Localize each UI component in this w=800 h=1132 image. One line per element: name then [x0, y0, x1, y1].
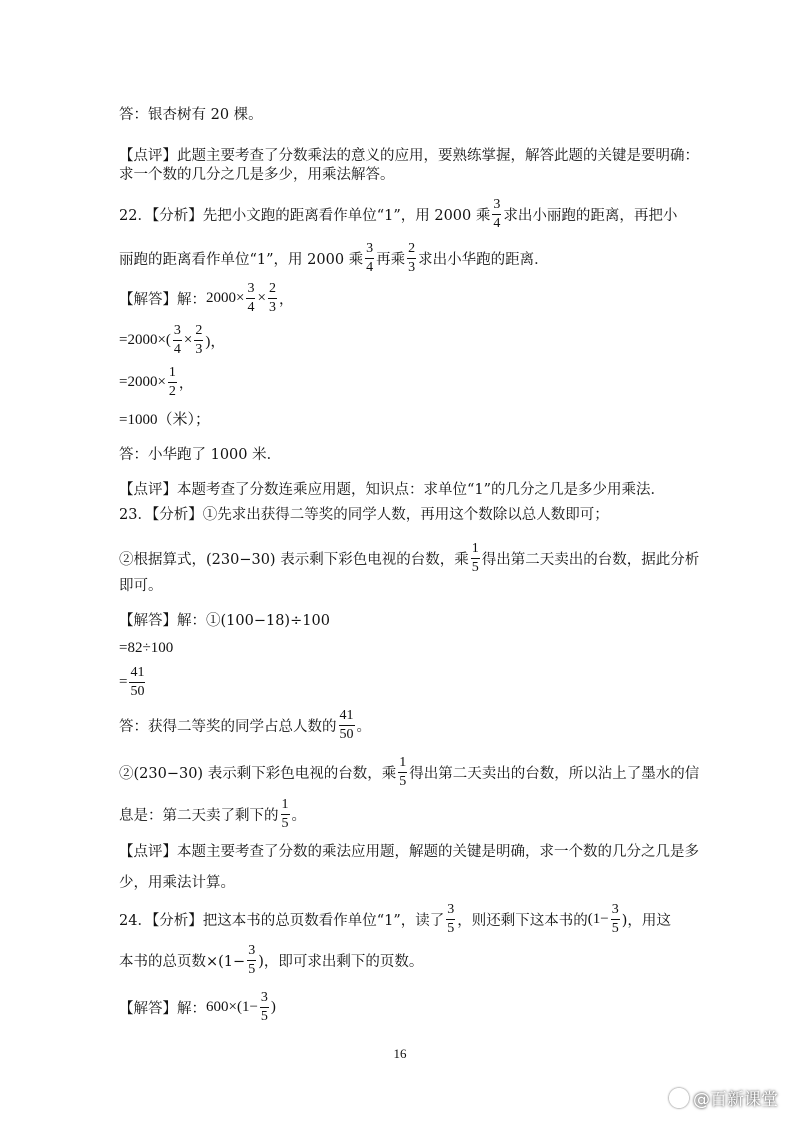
fraction: $\frac{3}{5}$ [611, 901, 619, 936]
answer-line: 答：银杏树有 20 棵。 [119, 106, 263, 123]
fraction: $\frac{41}{50}$ [130, 664, 145, 699]
q22-review: 【点评】本题考查了分数连乘应用题，知识点：求单位“1”的几分之几是多少用乘法． [119, 481, 666, 498]
q23-part2-line-1: ②(230−30) 表示剩下彩色电视的台数，乘 $\frac{1}{5}$ 得出第二天卖出的台数，所以沾上了墨水的信 [119, 754, 700, 789]
fraction: $\frac{3}{5}$ [447, 901, 455, 936]
q23-analysis-line-3: 即可。 [119, 577, 163, 594]
q23-solution-line-3: = $\frac{41}{50}$ [119, 664, 145, 699]
fraction: $\frac{1}{5}$ [471, 540, 479, 575]
fraction: $\frac{3}{4}$ [493, 196, 501, 231]
fraction: $\frac{3}{5}$ [248, 942, 256, 977]
watermark-logo-icon [669, 1088, 689, 1108]
fraction: $\frac{3}{4}$ [366, 240, 374, 275]
review-line-1: 【点评】此题主要考查了分数乘法的意义的应用，要熟练掌握，解答此题的关键是要明确： [119, 147, 699, 164]
page-number: 16 [393, 1046, 407, 1061]
q23-solution-line-1: 【解答】解：①(100−18)÷100 [119, 612, 330, 629]
q24-solution-line-1: 【解答】解： 600×(1− $\frac{3}{5}$ ) [119, 989, 276, 1024]
q22-solution-line-3: =2000× $\frac{1}{2}$ ， [119, 364, 194, 399]
q23-solution-line-2: =82÷100 [119, 639, 174, 656]
q23-review-line-1: 【点评】本题主要考查了分数的乘法应用题，解题的关键是明确，求一个数的几分之几是多 [119, 843, 699, 860]
q23-analysis-line-2: ②根据算式，(230−30) 表示剩下彩色电视的台数，乘 $\frac{1}{5}$ 得出第二天卖出的台数，据此分析 [119, 540, 700, 575]
q22-solution-line-4: =1000（米）； [119, 411, 210, 428]
q23-part2-line-2: 息是：第二天卖了剩下的 $\frac{1}{5}$ 。 [119, 796, 306, 831]
fraction: $\frac{1}{5}$ [399, 754, 407, 789]
q22-analysis-line-2: 丽跑的距离看作单位“1”，用 2000 乘 $\frac{3}{4}$ 再乘 $\frac{2}{3}$ 求出小华跑的距离． [119, 240, 549, 275]
q22-analysis-line-1: 22．【分析】先把小文跑的距离看作单位“1”，用 2000 乘 $\frac{3}{4}$ 求出小丽跑的距离，再把小 [119, 196, 678, 231]
fraction: $\frac{3}{4}$ [173, 322, 181, 357]
q23-answer-1: 答：获得二等奖的同学占总人数的 $\frac{41}{50}$ 。 [119, 707, 371, 742]
watermark-text: @百新课堂 [693, 1090, 778, 1110]
review-line-2: 求一个数的几分之几是多少，用乘法解答。 [119, 166, 395, 183]
q23-review-line-2: 少，用乘法计算。 [119, 874, 235, 891]
fraction: $\frac{3}{4}$ [247, 280, 255, 315]
q22-solution-line-2: =2000×( $\frac{3}{4}$ × $\frac{2}{3}$ )， [119, 322, 226, 357]
fraction: $\frac{1}{2}$ [168, 364, 176, 399]
fraction: $\frac{2}{3}$ [408, 240, 416, 275]
fraction: $\frac{1}{5}$ [281, 796, 289, 831]
q22-answer: 答：小华跑了 1000 米． [119, 446, 282, 463]
fraction: $\frac{41}{50}$ [339, 707, 354, 742]
q23-analysis-line-1: 23．【分析】①先求出获得二等奖的同学人数，再用这个数除以总人数即可； [119, 506, 609, 523]
fraction: $\frac{3}{5}$ [260, 989, 268, 1024]
q24-analysis-line-2: 本书的总页数×(1− $\frac{3}{5}$ )，即可求出剩下的页数。 [119, 942, 424, 977]
fraction: $\frac{2}{3}$ [268, 280, 276, 315]
watermark [669, 1085, 778, 1110]
q22-solution-line-1: 【解答】解： 2000× $\frac{3}{4}$ × $\frac{2}{3}$ ， [119, 280, 294, 315]
q24-analysis-line-1: 24．【分析】把这本书的总页数看作单位“1”，读了 $\frac{3}{5}$ ，则还剩下这本书的 (1− $\frac{3}{5}$ )，用这 [119, 901, 671, 936]
fraction: $\frac{2}{3}$ [195, 322, 203, 357]
